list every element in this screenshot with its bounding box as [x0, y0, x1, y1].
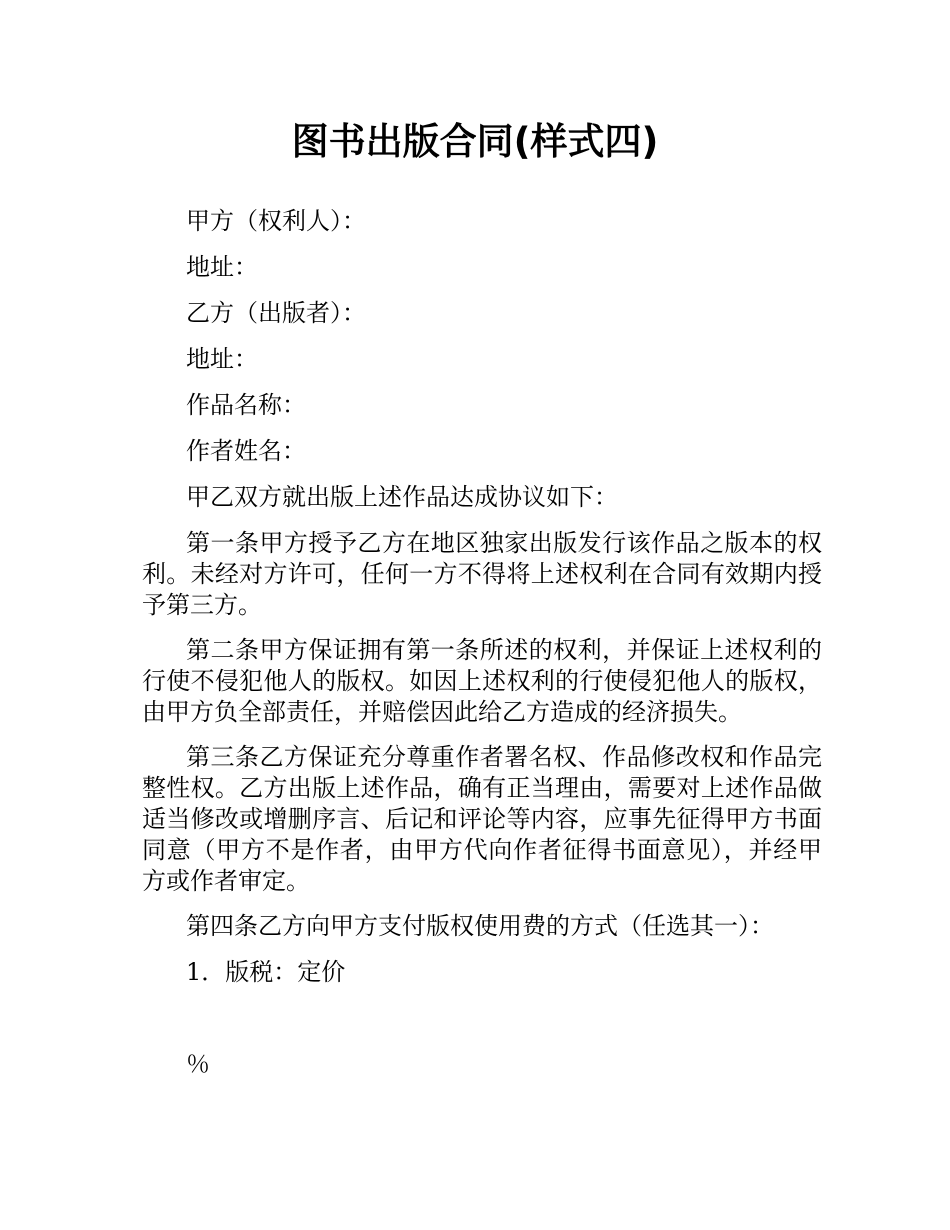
- item-1-text: 1．版税：定价: [186, 958, 346, 986]
- percent-sign: ％: [186, 1050, 210, 1078]
- article-4-text: 第四条乙方向甲方支付版权使用费的方式（任选其一）：: [186, 912, 774, 940]
- work-title-label: 作品名称：: [186, 391, 306, 419]
- article-3: [142, 742, 822, 897]
- party-a-address-label: 地址：: [186, 253, 258, 281]
- author-name-label: 作者姓名：: [186, 437, 306, 465]
- article-2-text: 第二条甲方保证拥有第一条所述的权利，并保证上述权利的行使不侵犯他人的版权。如因上述权利的行使侵犯他人的版权，由甲方负全部责任，并赔偿因此给乙方造成的经济损失。: [142, 636, 822, 726]
- party-b-address-label: 地址：: [186, 345, 258, 373]
- intro-text: 甲乙双方就出版上述作品达成协议如下：: [186, 483, 618, 511]
- article-1: [142, 528, 822, 621]
- article-2: [142, 635, 822, 728]
- article-1-text: 第一条甲方授予乙方在地区独家出版发行该作品之版本的权利。未经对方许可，任何一方不得将上述权利在合同有效期内授予第三方。: [142, 529, 822, 619]
- document-title: 图书出版合同(样式四): [291, 120, 659, 163]
- party-a-label: 甲方（权利人）：: [186, 207, 366, 235]
- article-3-text: 第三条乙方保证充分尊重作者署名权、作品修改权和作品完整性权。乙方出版上述作品，确有正当理由，需要对上述作品做适当修改或增删序言、后记和评论等内容，应事先征得甲方书面同意（甲方不是作者，由甲方代向作者征得书面意见），并经甲方或作者审定。: [142, 743, 822, 895]
- party-b-label: 乙方（出版者）：: [186, 299, 366, 327]
